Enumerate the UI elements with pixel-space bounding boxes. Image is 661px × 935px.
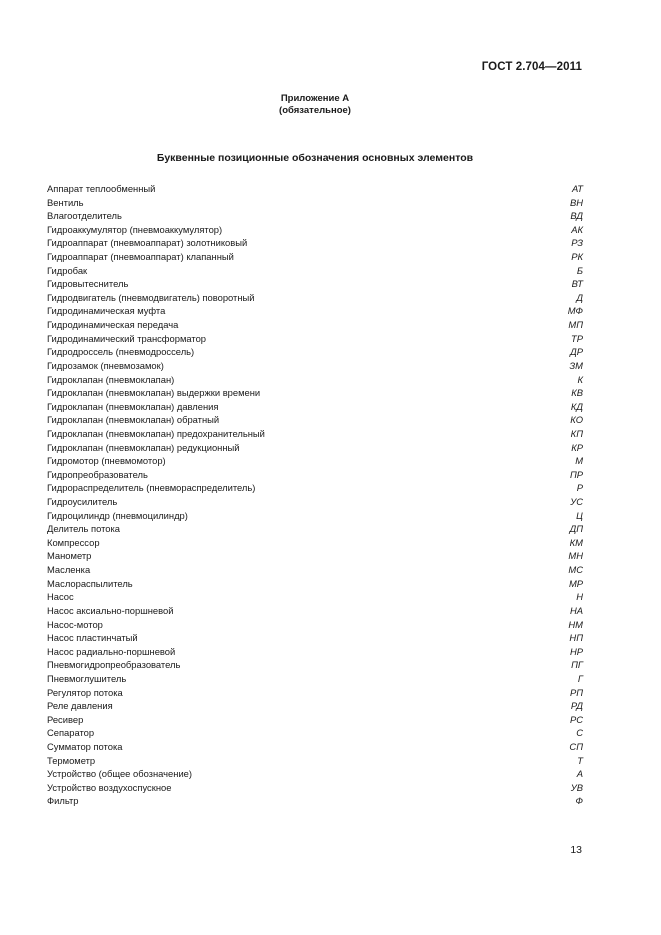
element-code: ДР (570, 346, 583, 358)
element-name: Гидроклапан (пневмоклапан) выдержки времени (47, 387, 261, 399)
list-item (47, 318, 583, 332)
designation-list (47, 182, 583, 808)
element-name: Гидродвигатель (пневмодвигатель) поворотный (47, 291, 255, 303)
element-name: Термометр (47, 754, 96, 766)
list-item (47, 577, 583, 591)
element-name: Гидродинамическая передача (47, 319, 179, 331)
element-code: НМ (568, 618, 583, 630)
appendix-title: Приложение А (280, 93, 350, 104)
list-item (47, 250, 583, 264)
list-item (47, 767, 583, 781)
element-name: Насос-мотор (47, 618, 103, 630)
element-name: Гидрораспределитель (пневмораспределитель) (47, 482, 256, 494)
element-name: Фильтр (47, 795, 79, 807)
element-name: Сепаратор (47, 727, 95, 739)
element-name: Насос пластинчатый (47, 632, 138, 644)
element-code: ЗМ (569, 359, 583, 371)
list-item (47, 264, 583, 278)
appendix-status: (обязательное) (279, 105, 351, 116)
list-item (47, 536, 583, 550)
element-name: Гидродинамическая муфта (47, 305, 166, 317)
list-item (47, 209, 583, 223)
page-number: 13 (570, 844, 582, 856)
element-code: ВН (569, 196, 583, 208)
list-item (47, 236, 583, 250)
element-name: Регулятор потока (47, 686, 123, 698)
element-code: МН (568, 550, 583, 562)
element-name: Насос аксиально-поршневой (47, 604, 174, 616)
element-code: КВ (571, 387, 583, 399)
list-item (47, 699, 583, 713)
element-name: Насос (47, 591, 74, 603)
element-code: Т (577, 754, 583, 766)
element-code: А (576, 768, 583, 780)
element-code: КП (570, 427, 583, 439)
list-item (47, 345, 583, 359)
element-code: НР (569, 645, 583, 657)
list-item (47, 441, 583, 455)
element-name: Гидроцилиндр (пневмоцилиндр) (47, 509, 188, 521)
element-name: Гидродинамический трансформатор (47, 332, 207, 344)
element-code: Д (576, 291, 583, 303)
element-name: Компрессор (47, 536, 100, 548)
element-name: Влагоотделитель (47, 210, 122, 222)
element-code: ВД (570, 210, 583, 222)
element-code: М (575, 455, 583, 467)
document-code: ГОСТ 2.704—2011 (481, 61, 582, 73)
element-code: С (576, 727, 583, 739)
element-name: Аппарат теплообменный (47, 183, 156, 194)
element-name: Сумматор потока (47, 740, 123, 752)
element-code: УС (570, 496, 583, 508)
element-code: Г (577, 672, 583, 684)
list-item (47, 291, 583, 305)
list-item (47, 304, 583, 318)
element-name: Гидровытеснитель (47, 278, 129, 290)
list-item (47, 645, 583, 659)
element-code: КМ (569, 536, 583, 548)
element-name: Гидропреобразователь (47, 468, 148, 480)
list-item (47, 604, 583, 618)
element-name: Вентиль (47, 196, 84, 208)
element-code: Р (576, 482, 583, 494)
element-name: Делитель потока (47, 523, 121, 535)
element-code: РК (571, 251, 583, 263)
list-item (47, 672, 583, 686)
section-title: Буквенные позиционные обозначения основных элементов (156, 152, 474, 164)
element-name: Гидроклапан (пневмоклапан) редукционный (47, 441, 240, 453)
list-item (47, 754, 583, 768)
element-code: Ф (575, 795, 583, 807)
element-name: Гидроаккумулятор (пневмоаккумулятор) (47, 223, 223, 235)
element-code: К (577, 373, 583, 385)
list-item (47, 427, 583, 441)
element-code: РД (570, 700, 583, 712)
list-item (47, 794, 583, 808)
list-item (47, 359, 583, 373)
list-item (47, 726, 583, 740)
element-code: КД (570, 400, 583, 412)
element-code: АТ (571, 183, 583, 194)
list-item (47, 713, 583, 727)
element-name: Гидроаппарат (пневмоаппарат) клапанный (47, 251, 234, 263)
list-item (47, 658, 583, 672)
list-item (47, 182, 583, 196)
element-code: ВТ (571, 278, 583, 290)
element-code: ПР (569, 468, 583, 480)
list-item (47, 740, 583, 754)
list-item (47, 495, 583, 509)
list-item (47, 223, 583, 237)
element-code: УВ (570, 781, 583, 793)
element-code: Н (576, 591, 583, 603)
element-name: Гидроклапан (пневмоклапан) обратный (47, 414, 220, 426)
list-item (47, 386, 583, 400)
element-name: Насос радиально-поршневой (47, 645, 176, 657)
element-name: Гидробак (47, 264, 88, 276)
element-code: РЗ (571, 237, 583, 249)
element-code: МС (568, 564, 583, 576)
list-item (47, 468, 583, 482)
element-name: Пневмогидропреобразователь (47, 659, 181, 671)
element-name: Гидроаппарат (пневмоаппарат) золотниковый (47, 237, 248, 249)
list-item (47, 196, 583, 210)
element-name: Маслораспылитель (47, 577, 133, 589)
element-code: КО (570, 414, 583, 426)
list-item (47, 332, 583, 346)
element-name: Гидрозамок (пневмозамок) (47, 359, 164, 371)
element-code: ДП (569, 523, 583, 535)
list-item (47, 590, 583, 604)
list-item (47, 454, 583, 468)
list-item (47, 549, 583, 563)
element-name: Гидроклапан (пневмоклапан) предохранительный (47, 427, 265, 439)
element-code: Ц (576, 509, 583, 521)
list-item (47, 618, 583, 632)
element-code: ТР (571, 332, 583, 344)
list-item (47, 781, 583, 795)
element-code: МР (568, 577, 583, 589)
list-item (47, 522, 583, 536)
element-name: Устройство воздухоспускное (47, 781, 172, 793)
element-code: Б (576, 264, 583, 276)
list-item (47, 277, 583, 291)
element-code: МФ (567, 305, 583, 317)
element-name: Гидродроссель (пневмодроссель) (47, 346, 195, 358)
element-code: КР (571, 441, 583, 453)
element-name: Ресивер (47, 713, 84, 725)
element-code: РС (569, 713, 583, 725)
element-name: Гидроклапан (пневмоклапан) давления (47, 400, 219, 412)
list-item (47, 481, 583, 495)
element-name: Пневмоглушитель (47, 672, 127, 684)
element-name: Гидроклапан (пневмоклапан) (47, 373, 175, 385)
element-name: Гидроусилитель (47, 496, 118, 508)
element-name: Манометр (47, 550, 92, 562)
list-item (47, 686, 583, 700)
list-item (47, 563, 583, 577)
list-item (47, 373, 583, 387)
element-code: МП (568, 319, 583, 331)
element-name: Реле давления (47, 700, 113, 712)
element-code: СП (569, 740, 583, 752)
element-name: Масленка (47, 564, 91, 576)
element-code: РП (569, 686, 583, 698)
element-code: АК (571, 223, 583, 235)
element-code: ПГ (571, 659, 583, 671)
element-name: Гидромотор (пневмомотор) (47, 455, 166, 467)
element-code: НП (569, 632, 583, 644)
list-item (47, 400, 583, 414)
list-item (47, 631, 583, 645)
list-item (47, 413, 583, 427)
element-name: Устройство (общее обозначение) (47, 768, 193, 780)
list-item (47, 509, 583, 523)
element-code: НА (569, 604, 583, 616)
